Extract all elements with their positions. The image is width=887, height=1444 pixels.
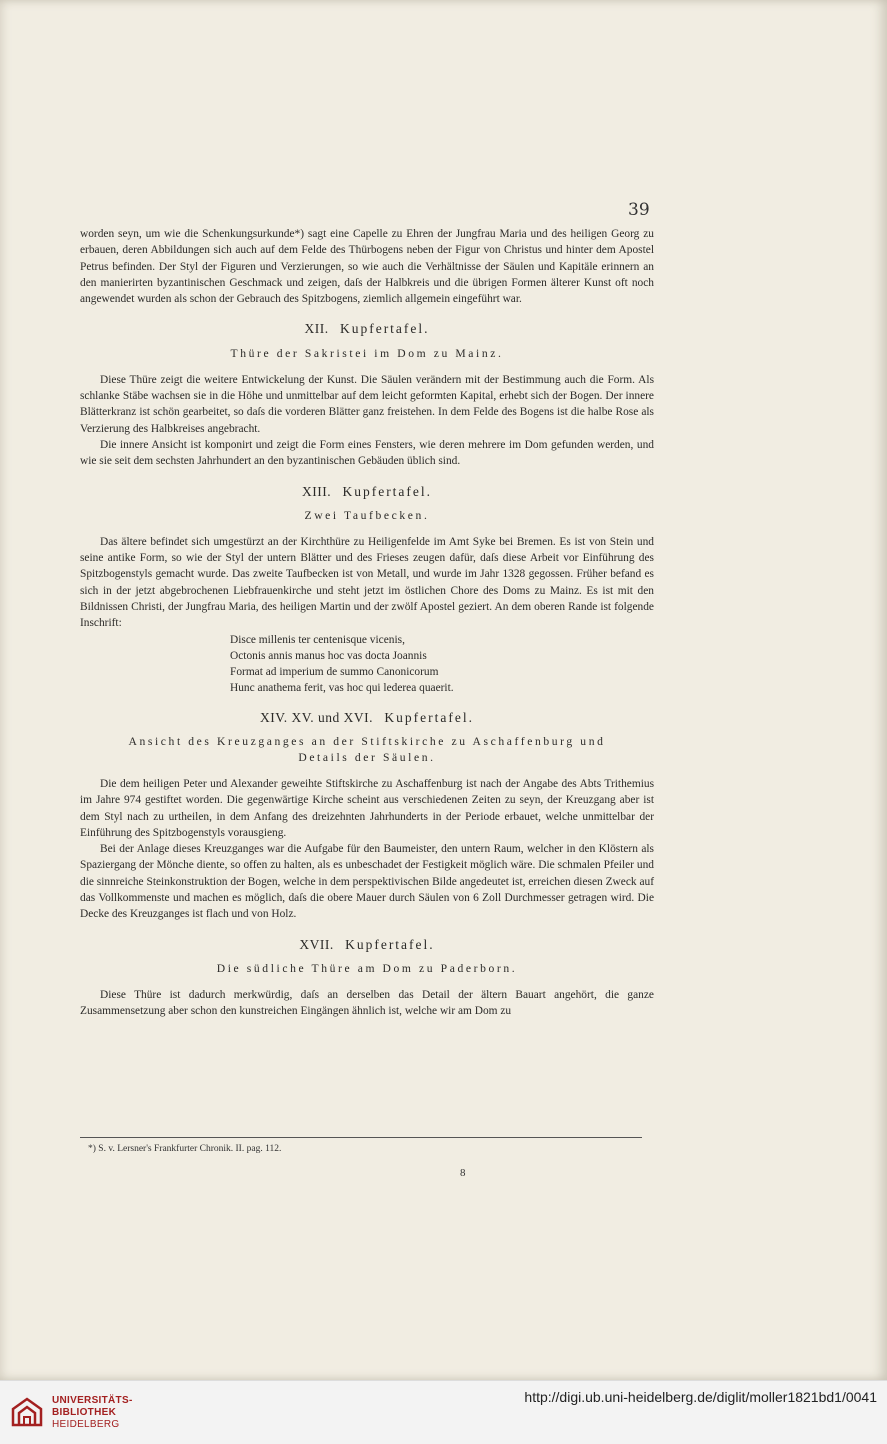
inscription-line: Hunc anathema ferit, vas hoc qui lederea quaerit. xyxy=(230,681,454,694)
inscription-line: Disce millenis ter centenisque vicenis, xyxy=(230,633,405,646)
section-heading-xiv xyxy=(80,710,654,726)
library-name: BIBLIOTHEK xyxy=(52,1407,117,1418)
section-number: XIV. XV. und XVI. xyxy=(260,709,374,725)
section-heading-xii xyxy=(80,321,654,337)
paragraph: Die innere Ansicht ist komponirt und zeigt die Form eines Fensters, wie deren mehrere im Dom gefunden werden, und wie sie seit dem sechsten Jahrhundert an den byzantinischen Gebäuden üblich sind. xyxy=(80,438,654,468)
section-subtitle: Die südliche Thüre am Dom zu Paderborn. xyxy=(216,961,518,975)
paragraph: Diese Thüre ist dadurch merkwürdig, daſs an derselben das Detail der ältern Bauart angehört, die ganze Zusammensetzung aber schon den kunstreichen Eingängen ähnlich ist, welche wir am Dom zu xyxy=(80,988,654,1018)
section-subtitle xyxy=(80,734,654,766)
section-heading-xiii xyxy=(80,484,654,500)
paragraph: Diese Thüre zeigt die weitere Entwickelung der Kunst. Die Säulen verändern mit der Bestimmung auch die Form. Als schlanke Stäbe wachsen sie in die Höhe und unmittelbar auf dem leicht geformten Kapital, erhebt sich der Bogen. Der innere Blätterkranz ist schön gearbeitet, so daſs die vorderen Blätter ganz freistehen. In dem Felde des Bogens ist die halbe Rose als Verzierung des Halbkreises angebracht. xyxy=(80,373,654,435)
footnote-rule xyxy=(80,1137,642,1138)
section-number: XII. xyxy=(304,321,329,337)
inscription-line: Octonis annis manus hoc vas docta Joannis xyxy=(230,649,427,662)
footnote: *) S. v. Lersner's Frankfurter Chronik. II. pag. 112. xyxy=(88,1144,282,1154)
section-number: XVII. xyxy=(299,936,334,952)
library-logo-icon[interactable] xyxy=(10,1395,44,1429)
inscription-line: Format ad imperium de summo Canonicorum xyxy=(230,665,439,678)
library-name: UNIVERSITÄTS- xyxy=(52,1395,133,1406)
subtitle-line: Ansicht des Kreuzganges an der Stiftskirche zu Aschaffenburg und xyxy=(128,734,606,748)
section-subtitle: Thüre der Sakristei im Dom zu Mainz. xyxy=(230,346,504,360)
section-title: Kupfertafel. xyxy=(384,709,474,725)
inscription xyxy=(230,632,654,696)
section-subtitle: Zwei Taufbecken. xyxy=(304,508,430,522)
section-title: Kupfertafel. xyxy=(342,483,433,499)
section-title: Kupfertafel. xyxy=(345,936,435,952)
subtitle-line: Details der Säulen. xyxy=(298,750,436,764)
paragraph: worden seyn, um wie die Schenkungsurkunde*) sagt eine Capelle zu Ehren der Jungfrau Maria und des heiligen Georg zu erbauen, deren Abbildungen sich auch auf dem Felde des Thürbogens neben der Figur von Christus und hinter dem Apostel Petrus befinden. Der Styl der Figuren und Verzierungen, so wie auch die Verhältnisse der Säulen und Kapitäle erinnern an den manierirten byzantinischen Geschmack und zeigen, daſs der Halbkreis und die übrigen Formen älterer Kunst oft noch angewendet wurden als schon der Gebrauch des Spitzbogens, ziemlich allgemein eingeführt war. xyxy=(80,228,654,306)
paragraph: Das ältere befindet sich umgestürzt an der Kirchthüre zu Heiligenfelde im Amt Syke bei Bremen. Es ist von Stein und seine antike Form, so wie der Styl der untern Blätter und des Frieses zeugen dafür, daſs diese Arbeit vor Einführung des Spitzbogenstyls gemacht wurde. Das zweite Taufbecken ist von Metall, und wurde im Jahr 1328 gegossen. Früher befand es sich in der jetzt abgebrochenen Liebfrauenkirche und steht jetzt im östlichen Chore des Doms zu Mainz. Es ist mit den Bildnissen Christi, der Jungfrau Maria, des heiligen Martin und der zwölf Apostel geziert. An dem oberen Rande ist folgende Inschrift: xyxy=(80,535,654,630)
section-title: Kupfertafel. xyxy=(339,321,430,337)
page-body xyxy=(80,226,654,1020)
viewer-footer xyxy=(0,1380,887,1444)
permalink-url[interactable]: http://digi.ub.uni-heidelberg.de/diglit/moller1821bd1/0041 xyxy=(524,1389,877,1405)
page-number: 39 xyxy=(628,200,650,220)
section-heading-xvii xyxy=(80,937,654,953)
library-name: HEIDELBERG xyxy=(52,1419,120,1430)
section-number: XIII. xyxy=(301,483,332,499)
paragraph: Bei der Anlage dieses Kreuzganges war die Aufgabe für den Baumeister, den untern Raum, welcher in den Klöstern als Spaziergang der Mönche diente, so offen zu halten, als es unbeschadet der Festigkeit möglich wäre. Die schmalen Pfeiler und die sinnreiche Steinkonstruktion der Bogen, welche in dem perspektivischen Bilde angedeutet ist, erreichen diesen Zweck auf das Vollkommenste und machen es möglich, daſs die obere Mauer durch Säulen von 6 Zoll Durchmesser getragen wird. Die Decke des Kreuzganges ist flach und von Holz. xyxy=(80,843,654,921)
paragraph: Die dem heiligen Peter und Alexander geweihte Stiftskirche zu Aschaffenburg ist nach der Angabe des Abts Trithemius im Jahre 974 gestiftet worden. Die gegenwärtige Kirche scheint aus verschiedenen Zeiten zu seyn, der Kreuzgang aber ist dem Styl nach zu urtheilen, in dem Anfang des dreizehnten Jahrhunderts in der Periode erbauet, welche unmittelbar der Einführung des Spitzbogenstyls vorausgieng. xyxy=(80,777,654,839)
signature-mark: 8 xyxy=(460,1167,466,1179)
